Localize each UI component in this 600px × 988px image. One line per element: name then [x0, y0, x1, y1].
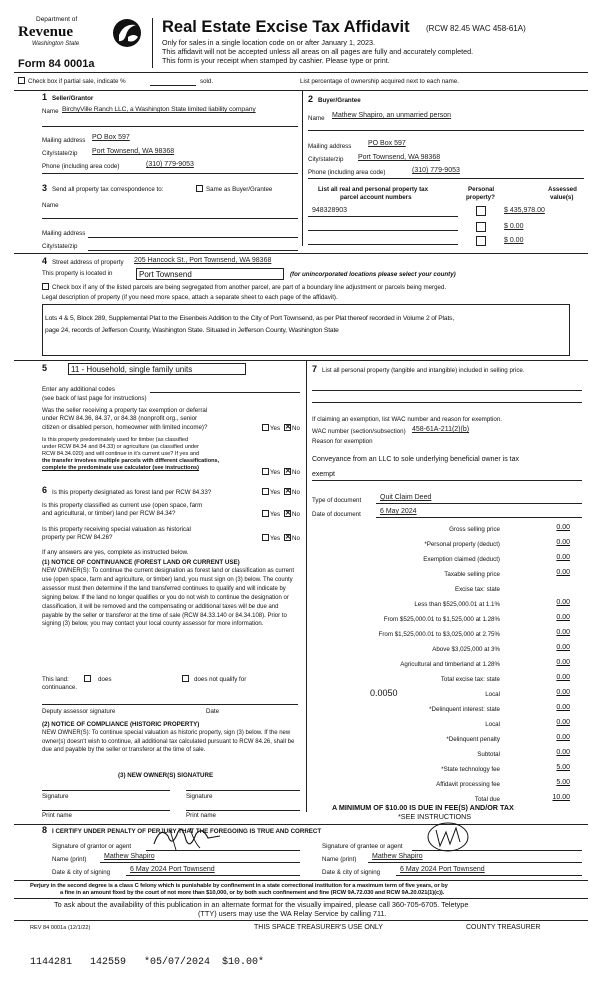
timber-yes-checkbox[interactable] [262, 468, 269, 475]
buyer-heading: Buyer/Grantee [318, 97, 361, 104]
property-section-num: 4 [42, 256, 48, 266]
parcel-value-1[interactable]: $ 435,978.00 [504, 207, 545, 214]
calc-label-total-state: Total excise tax: state [440, 676, 500, 683]
seller-phone[interactable]: (310) 779-9053 [146, 161, 194, 168]
grantor-sig-label: Signature of grantor or agent [52, 843, 132, 850]
form-title: Real Estate Excise Tax Affidavit [162, 18, 410, 36]
wac-label: WAC number (section/subsection) [312, 428, 406, 435]
doc-date-label: Date of document [312, 511, 361, 518]
seller-name[interactable]: BirchyVille Ranch LLC, a Washington State limited liability company [62, 106, 256, 113]
new-owner-sig-heading: (3) NEW OWNER(S) SIGNATURE [118, 772, 214, 779]
reason-line2[interactable]: exempt [312, 471, 335, 478]
timber-q-line5: complete the predominate use calculator (see instructions) [42, 465, 199, 471]
seller-phone-label: Phone (including area code) [42, 163, 120, 170]
forest-no-checkbox[interactable]: ✕ [285, 488, 291, 495]
buyer-phone[interactable]: (310) 779-9053 [412, 167, 460, 174]
owner-print-label-2: Print name [186, 812, 216, 819]
buyer-mailing-label: Mailing address [308, 143, 352, 150]
correspondence-mailing-label: Mailing address [42, 230, 86, 237]
parcels-col3-line2: value(s) [550, 194, 574, 201]
legal-label: Legal description of property (if you need more space, attach a separate sheet to each page of the affidavit). [42, 294, 338, 301]
section7-num: 7 [312, 364, 318, 374]
exemption-yes-checkbox[interactable] [262, 424, 269, 431]
revenue-swirl-icon [110, 17, 144, 49]
exemption-q-line1: Was the seller receiving a property tax exemption or deferral [42, 407, 208, 414]
form-number: Form 84 0001a [18, 58, 95, 70]
owner-print-label-1: Print name [42, 812, 72, 819]
notice2-title: (2) NOTICE OF COMPLIANCE (HISTORIC PROPERTY) [42, 721, 200, 728]
buyer-name-label: Name [308, 115, 325, 122]
segregated-checkbox[interactable] [42, 283, 49, 290]
calc-label-tier4: Above $3,025,000 at 3% [432, 646, 500, 653]
header-note3: This form is your receipt when stamped by cashier. Please type or print. [162, 56, 390, 65]
grantee-date[interactable]: 6 May 2024 Port Townsend [400, 866, 485, 873]
section7-heading: List all personal property (tangible and intangible) included in selling price. [322, 367, 525, 374]
calc-label-taxable: Taxable selling price [444, 571, 500, 578]
codes-note: (see back of last page for instructions) [42, 395, 147, 402]
partial-sale-sold: sold. [200, 78, 214, 85]
partial-sale-checkbox[interactable] [18, 77, 25, 84]
minimum-line1: A MINIMUM OF $10.00 IS DUE IN FEE(S) AND/OR TAX [332, 803, 514, 812]
notice1-title: (1) NOTICE OF CONTINUANCE (FOREST LAND OR CURRENT USE) [42, 559, 240, 566]
calc-label-tech-fee: *State technology fee [441, 766, 500, 773]
dept-line3: Washington State [32, 41, 80, 47]
calc-label-local: Local [485, 691, 500, 698]
exemption-q-line2: under RCW 84.36, 84.37, or 84.38 (nonprofit org., senior [42, 415, 198, 422]
reason-label: Reason for exemption [312, 438, 373, 445]
calc-value-tech-fee[interactable]: 5.00 [556, 764, 570, 771]
exemption-q-line3: citizen or disabled person, homeowner with limited income)? [42, 424, 208, 431]
forest-yes-label: Yes [270, 489, 281, 496]
timber-no-checkbox[interactable]: ✕ [285, 468, 291, 475]
calc-label-delinq-int-local: Local [485, 721, 500, 728]
correspondence-text-a: Send all property tax correspondence to: [52, 186, 164, 193]
current-use-q-line1: Is this property classified as current use (open space, farm [42, 502, 203, 509]
parcels-col1-line2: parcel account numbers [340, 194, 412, 201]
calc-value-tier3[interactable]: 0.00 [556, 629, 570, 636]
forest-yes-checkbox[interactable] [262, 488, 269, 495]
grantor-signature-image [150, 822, 230, 854]
historic-q-line2: property per RCW 84.26? [42, 534, 113, 541]
calc-value-taxable[interactable]: 0.00 [556, 569, 570, 576]
correspondence-section-num: 3 [42, 183, 48, 193]
street-address[interactable]: 205 Hancock St., Port Townsend, WA 98368 [134, 257, 272, 264]
doc-date[interactable]: 6 May 2024 [380, 508, 417, 515]
land-use-select[interactable] [68, 363, 246, 375]
calc-value-personal[interactable]: 0.00 [556, 539, 570, 546]
dept-line2: Revenue [18, 24, 73, 40]
grantor-date-label: Date & city of signing [52, 869, 111, 876]
calc-label-tier2: From $525,000.01 to $1,525,000 at 1.28% [383, 616, 500, 623]
calc-label-tier3: From $1,525,000.01 to $3,025,000 at 2.75% [378, 631, 500, 638]
timber-yes-label: Yes [270, 469, 281, 476]
calc-value-local[interactable]: 0.00 [556, 689, 570, 696]
dept-line1: Department of [36, 16, 78, 23]
calc-value-delinq-penalty[interactable]: 0.00 [556, 734, 570, 741]
timber-no-label: No [292, 469, 300, 476]
grantee-date-label: Date & city of signing [322, 869, 381, 876]
dor-logo [18, 16, 146, 56]
land-does-checkbox[interactable] [84, 675, 91, 682]
located-select[interactable] [136, 268, 284, 280]
codes-label: Enter any additional codes [42, 386, 115, 393]
calc-label-delinq-penalty: *Delinquent penalty [446, 736, 500, 743]
exemption-no-label: No [292, 425, 300, 432]
timber-q-line3: RCW 84.34.020) and will continue in it's current use? If yes and [42, 451, 200, 457]
timber-q-line1: Is this property predominately used for timber (as classified [42, 437, 189, 443]
forest-q: Is this property designated as forest land per RCW 84.33? [52, 489, 212, 496]
seller-city[interactable]: Port Townsend, WA 98368 [92, 148, 175, 155]
cashier-stamp: 1144281 142559 *05/07/2024 $10.00* [30, 957, 265, 968]
doc-type[interactable]: Quit Claim Deed [380, 494, 432, 501]
correspondence-city-label: City/state/zip [42, 243, 78, 250]
legal-description-box[interactable] [42, 304, 570, 356]
seller-mailing[interactable]: PO Box 597 [92, 134, 130, 141]
historic-no-label: No [292, 535, 300, 542]
timber-q-line4: the transfer involves multiple parcels with different classifications, [42, 458, 220, 464]
seller-heading: Seller/Grantor [52, 95, 94, 102]
historic-q-line1: Is this property receiving special valuation as historical [42, 526, 191, 533]
calc-value-exemption[interactable]: 0.00 [556, 554, 570, 561]
land-use-value: 11 - Household, single family units [71, 365, 193, 374]
parcels-col1-line1: List all real and personal property tax [318, 186, 429, 193]
parcel-value-2[interactable]: $ 0.00 [504, 223, 524, 230]
legal-line1: Lots 4 & 5, Block 289, Supplemental Plat to the Eisenbeis Addition to the City of Port Townsend, as per Plat thereof recorded in Volume 2 of Plats, [45, 315, 455, 322]
calc-label-exemption: Exemption claimed (deduct) [423, 556, 500, 563]
located-value: Port Townsend [139, 270, 192, 279]
grantor-name[interactable]: Mathew Shapiro [104, 853, 155, 860]
seller-city-label: City/state/zip [42, 150, 78, 157]
personal-property-checkbox-1[interactable] [476, 206, 486, 216]
buyer-name[interactable]: Mathew Shapiro, an unmarried person [332, 112, 452, 119]
doc-type-label: Type of document [312, 497, 362, 504]
buyer-city[interactable]: Port Townsend, WA 98368 [358, 154, 441, 161]
owner-signature-label-2: Signature [186, 793, 213, 800]
grantee-signature-image [424, 820, 474, 854]
form-statute: (RCW 82.45 WAC 458-61A) [426, 24, 526, 33]
section5-num: 5 [42, 363, 48, 373]
calc-value-processing-fee[interactable]: 5.00 [556, 779, 570, 786]
parcel-number-1[interactable]: 948328903 [312, 207, 348, 214]
personal-property-checkbox-3[interactable] [476, 236, 486, 246]
parcel-value-3[interactable]: $ 0.00 [504, 237, 524, 244]
current-use-no-label: No [292, 511, 300, 518]
calc-label-subtotal: Subtotal [477, 751, 500, 758]
segregated-text: Check box if any of the listed parcels are being segregated from another parcel, are part of a boundary line adjustment or parcels being merged. [52, 284, 447, 291]
located-note: (for unincorporated locations please select your county) [290, 271, 456, 278]
historic-yes-checkbox[interactable] [262, 534, 269, 541]
buyer-section-num: 2 [308, 94, 314, 104]
current-use-yes-label: Yes [270, 511, 281, 518]
calc-label-total-due: Total due [474, 796, 500, 803]
land-does-label: does [98, 676, 112, 683]
notice2-body: NEW OWNER(S): To continue special valuation as historic property, sign (3) below. If the new owner(s) doesn't wish to continue, all additional tax calculated pursuant to RCW 84.26, shall be due and payable by the seller or transferor at the time of sale. [42, 730, 295, 754]
calc-label-agri: Agricultural and timberland at 1.28% [400, 661, 500, 668]
calc-label-excise-state: Excise tax: state [454, 586, 500, 593]
grantor-date[interactable]: 6 May 2024 Port Townsend [130, 866, 215, 873]
current-use-yes-checkbox[interactable] [262, 510, 269, 517]
header-note2: This affidavit will not be accepted unless all areas on all pages are fully and accurately completed. [162, 47, 474, 56]
calc-value-delinq-int-local[interactable]: 0.00 [556, 719, 570, 726]
parcels-col2-line1: Personal [468, 186, 495, 193]
deputy-sig-label: Deputy assessor signature [42, 708, 116, 715]
owner-signature-label-1: Signature [42, 793, 69, 800]
calc-value-delinq-int-state[interactable]: 0.00 [556, 704, 570, 711]
parcels-col3-line1: Assessed [548, 186, 577, 193]
seller-name-label: Name [42, 108, 59, 115]
calc-label-tier1: Less than $525,000.01 at 1.1% [414, 601, 500, 608]
calc-label-delinq-int-state: *Delinquent interest: state [429, 706, 500, 713]
same-as-buyer-checkbox[interactable] [196, 185, 203, 192]
local-rate[interactable]: 0.0050 [370, 688, 398, 698]
historic-yes-label: Yes [270, 535, 281, 542]
calc-value-tier1[interactable]: 0.00 [556, 599, 570, 606]
buyer-phone-label: Phone (including area code) [308, 169, 386, 176]
timber-q-line2: under RCW 84.34 and 84.33) or agriculture (as classified under [42, 444, 200, 450]
calc-label-gross: Gross selling price [449, 526, 500, 533]
located-label: This property is located in [42, 270, 113, 277]
perjury-line1: Perjury in the second degree is a class C felony which is punishable by confinement in a state correctional institution for a maximum term of five years, or by [30, 883, 448, 889]
calc-value-tier2[interactable]: 0.00 [556, 614, 570, 621]
rev-code: REV 84 0001a (12/1/22) [30, 925, 91, 931]
deputy-date-label: Date [206, 708, 220, 715]
exemption-claim-label: If claiming an exemption, list WAC number and reason for exemption. [312, 416, 502, 423]
this-land-label: This land: [42, 676, 69, 683]
partial-sale-label: Check box if partial sale, indicate % [28, 78, 126, 85]
parcels-col2-line2: property? [466, 194, 495, 201]
section6-instructions: If any answers are yes, complete as instructed below. [42, 549, 189, 556]
historic-no-checkbox[interactable]: ✕ [285, 534, 291, 541]
grantee-name[interactable]: Mathew Shapiro [372, 853, 423, 860]
calc-value-gross[interactable]: 0.00 [556, 524, 570, 531]
county-treasurer-label: COUNTY TREASURER [466, 924, 541, 931]
correspondence-text-b: Same as Buyer/Grantee [206, 186, 273, 193]
calc-label-personal: *Personal property (deduct) [424, 541, 500, 548]
wac-number[interactable]: 458-61A-211(2)(b) [412, 426, 470, 433]
calc-value-total-due[interactable]: 10.00 [552, 794, 570, 801]
grantee-name-label: Name (print) [322, 856, 357, 863]
notice1-body: NEW OWNER(S): To continue the current designation as forest land or classification as current use (open space, farm and agriculture, or timber) land, you must sign on (3) below. The county assessor must then determine if the land transferred continues to qualify and will indicate by signing below. If the land no longer qualifies or you do not wish to continue the designation or classification, it will be removed and the compensating or additional taxes will be due and payable by the seller or transferor at the time of sale (RCW 84.33.140 or 84.34.108). Prior to signing (3) below, you may contact your local county assessor for more information. [42, 568, 294, 628]
perjury-line2: a fine in an amount fixed by the court of not more than $10,000, or by both such confinement and fine (RCW 9A.72.030 and RCW 9A.20.021(1)(c)). [60, 890, 445, 896]
legal-line2: page 24, records of Jefferson County, Washington State. Situated in Jefferson County, Washington State [45, 327, 339, 334]
correspondence-name-label: Name [42, 202, 59, 209]
forest-no-label: No [292, 489, 300, 496]
land-does-not-label: does not qualify for [194, 676, 247, 683]
seller-mailing-label: Mailing address [42, 137, 86, 144]
current-use-q-line2: and agricultural, or timber) land per RCW 84.34? [42, 510, 176, 517]
buyer-city-label: City/state/zip [308, 156, 344, 163]
calc-value-subtotal[interactable]: 0.00 [556, 749, 570, 756]
exemption-yes-label: Yes [270, 425, 281, 432]
seller-section-num: 1 [42, 92, 48, 102]
calc-value-total-state[interactable]: 0.00 [556, 674, 570, 681]
reason-line1[interactable]: Conveyance from an LLC to sole underlying beneficial owner is tax [312, 456, 520, 463]
land-does-not-checkbox[interactable] [182, 675, 189, 682]
certify-text: I CERTIFY UNDER PENALTY OF PERJURY THAT THE FOREGOING IS TRUE AND CORRECT [52, 828, 322, 835]
current-use-no-checkbox[interactable]: ✕ [285, 510, 291, 517]
buyer-mailing[interactable]: PO Box 597 [368, 140, 406, 147]
calc-label-processing-fee: Affidavit processing fee [436, 781, 500, 788]
grantee-sig-label: Signature of grantee or agent [322, 843, 403, 850]
alt-format-line1: To ask about the availability of this publication in an alternate format for the visually impaired, please call 360-705-6705. Teletype [54, 900, 469, 909]
ownership-note: List percentage of ownership acquired next to each name. [300, 78, 459, 85]
calc-value-tier4[interactable]: 0.00 [556, 644, 570, 651]
section8-num: 8 [42, 825, 48, 835]
header-note1: Only for sales in a single location code on or after January 1, 2023. [162, 38, 375, 47]
personal-property-checkbox-2[interactable] [476, 222, 486, 232]
minimum-line2: *SEE INSTRUCTIONS [398, 812, 472, 821]
grantor-name-label: Name (print) [52, 856, 87, 863]
exemption-no-checkbox[interactable]: ✕ [285, 424, 291, 431]
calc-value-agri[interactable]: 0.00 [556, 659, 570, 666]
street-label: Street address of property [52, 259, 124, 266]
continuance-label: continuance. [42, 684, 78, 691]
alt-format-line2: (TTY) users may use the WA Relay Service by calling 711. [198, 909, 387, 918]
section6-num: 6 [42, 485, 48, 495]
treasurer-use-label: THIS SPACE TREASURER'S USE ONLY [254, 924, 383, 931]
